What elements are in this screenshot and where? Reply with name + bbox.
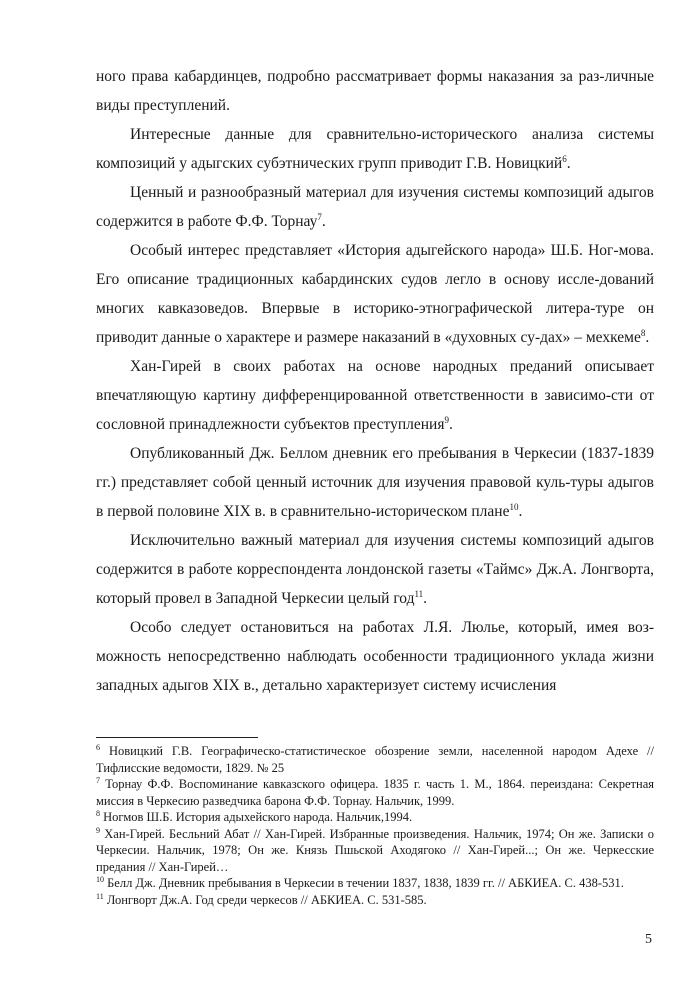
footnote-ref[interactable]: 11 [414,589,424,599]
paragraph: Ценный и разнообразный материал для изучения системы композиций адыгов содержится в работе Ф.Ф. Торнау$^7$. [96,184,654,230]
paragraph: Интересные данные для сравнительно-исторического анализа системы композиций у адыгских субэтнических групп приводит Г.В. Новицкий$^6$. [96,126,654,172]
footnote-ref[interactable]: 6 [562,154,567,164]
main-text [96,62,654,700]
paragraph: Особо следует остановиться на работах Л.Я. Люлье, который, имея воз-можность непосредственно наблюдать особенности традиционного уклада жизни западных адыгов XIX в., детально характеризует систему исчисления [96,619,654,694]
paragraph: Хан-Гирей в своих работах на основе народных преданий описывает впечатляющую картину дифференцированной ответственности в зависимо-сти от сословной принадлежности субъектов преступления$^9$. [96,358,654,433]
footnotes [96,743,654,908]
paragraph: Исключительно важный материал для изучения системы композиций адыгов содержится в работе корреспондента лондонской газеты «Таймс» Дж.А. Лонгворта, который провел в Западной Черкесии целый год$^{11}$. [96,532,654,607]
paragraph: Особый интерес представляет «История адыгейского народа» Ш.Б. Ног-мова. Его описание традиционных кабардинских судов легло в основу иссле-дований многих кавказоведов. Впервые в историко-этнографической литера-туре он приводит данные о характере и размере наказаний в «духовных су-дах» – мехкеме$^8$. [96,242,654,346]
footnote-separator [96,737,258,738]
footnote-ref[interactable]: 9 [444,415,449,425]
footnote: $^7$ Торнау Ф.Ф. Воспоминание кавказского офицера. 1835 г. часть 1. М., 1864. переиздана: Секретная миссия в Черкесию разведчика барона Ф.Ф. Торнау. Нальчик, 1999. [96,776,654,808]
footnote-ref[interactable]: 7 [317,212,322,222]
footnote: $^{11}$ Лонгворт Дж.А. Год среди черкесов // АБКИЕА. С. 531-585. [96,891,427,907]
paragraph: ного права кабардинцев, подробно рассматривает формы наказания за раз-личные виды преступлений. [96,68,654,114]
footnote: $^8$ Ногмов Ш.Б. История адыхейского народа. Нальчик,1994. [96,809,413,824]
footnote-ref[interactable]: 8 [640,328,646,338]
paragraph: Опубликованный Дж. Беллом дневник его пребывания в Черкесии (1837-1839 гг.) представляет собой ценный источник для изучения правовой куль-туры адыгов в первой половине XIX в. в сравнительно-историческом плане$^{10}$. [96,445,654,520]
footnote: $^6$ Новицкий Г.В. Географическо-статистическое обозрение земли, населенной народом Адехе // Тифлисские ведомости, 1829. № 25 [96,743,655,775]
footnote: $^{10}$ Белл Дж. Дневник пребывания в Черкесии в течении 1837, 1838, 1839 гг. // АБКИЕА. С. 438-531. [96,875,624,890]
footnote: $^9$ Хан-Гирей. Бесльний Абат // Хан-Гирей. Избранные произведения. Нальчик, 1974; Он же. Записки о Черкесии. Нальчик, 1978; Он же. Князь Пшьской Аходягоко // Хан-Гирей...; Он же. Черкесские предания // Хан-Гирей… [96,825,654,874]
footnote-ref[interactable]: 10 [509,502,519,512]
page-number: 5 [645,932,652,947]
